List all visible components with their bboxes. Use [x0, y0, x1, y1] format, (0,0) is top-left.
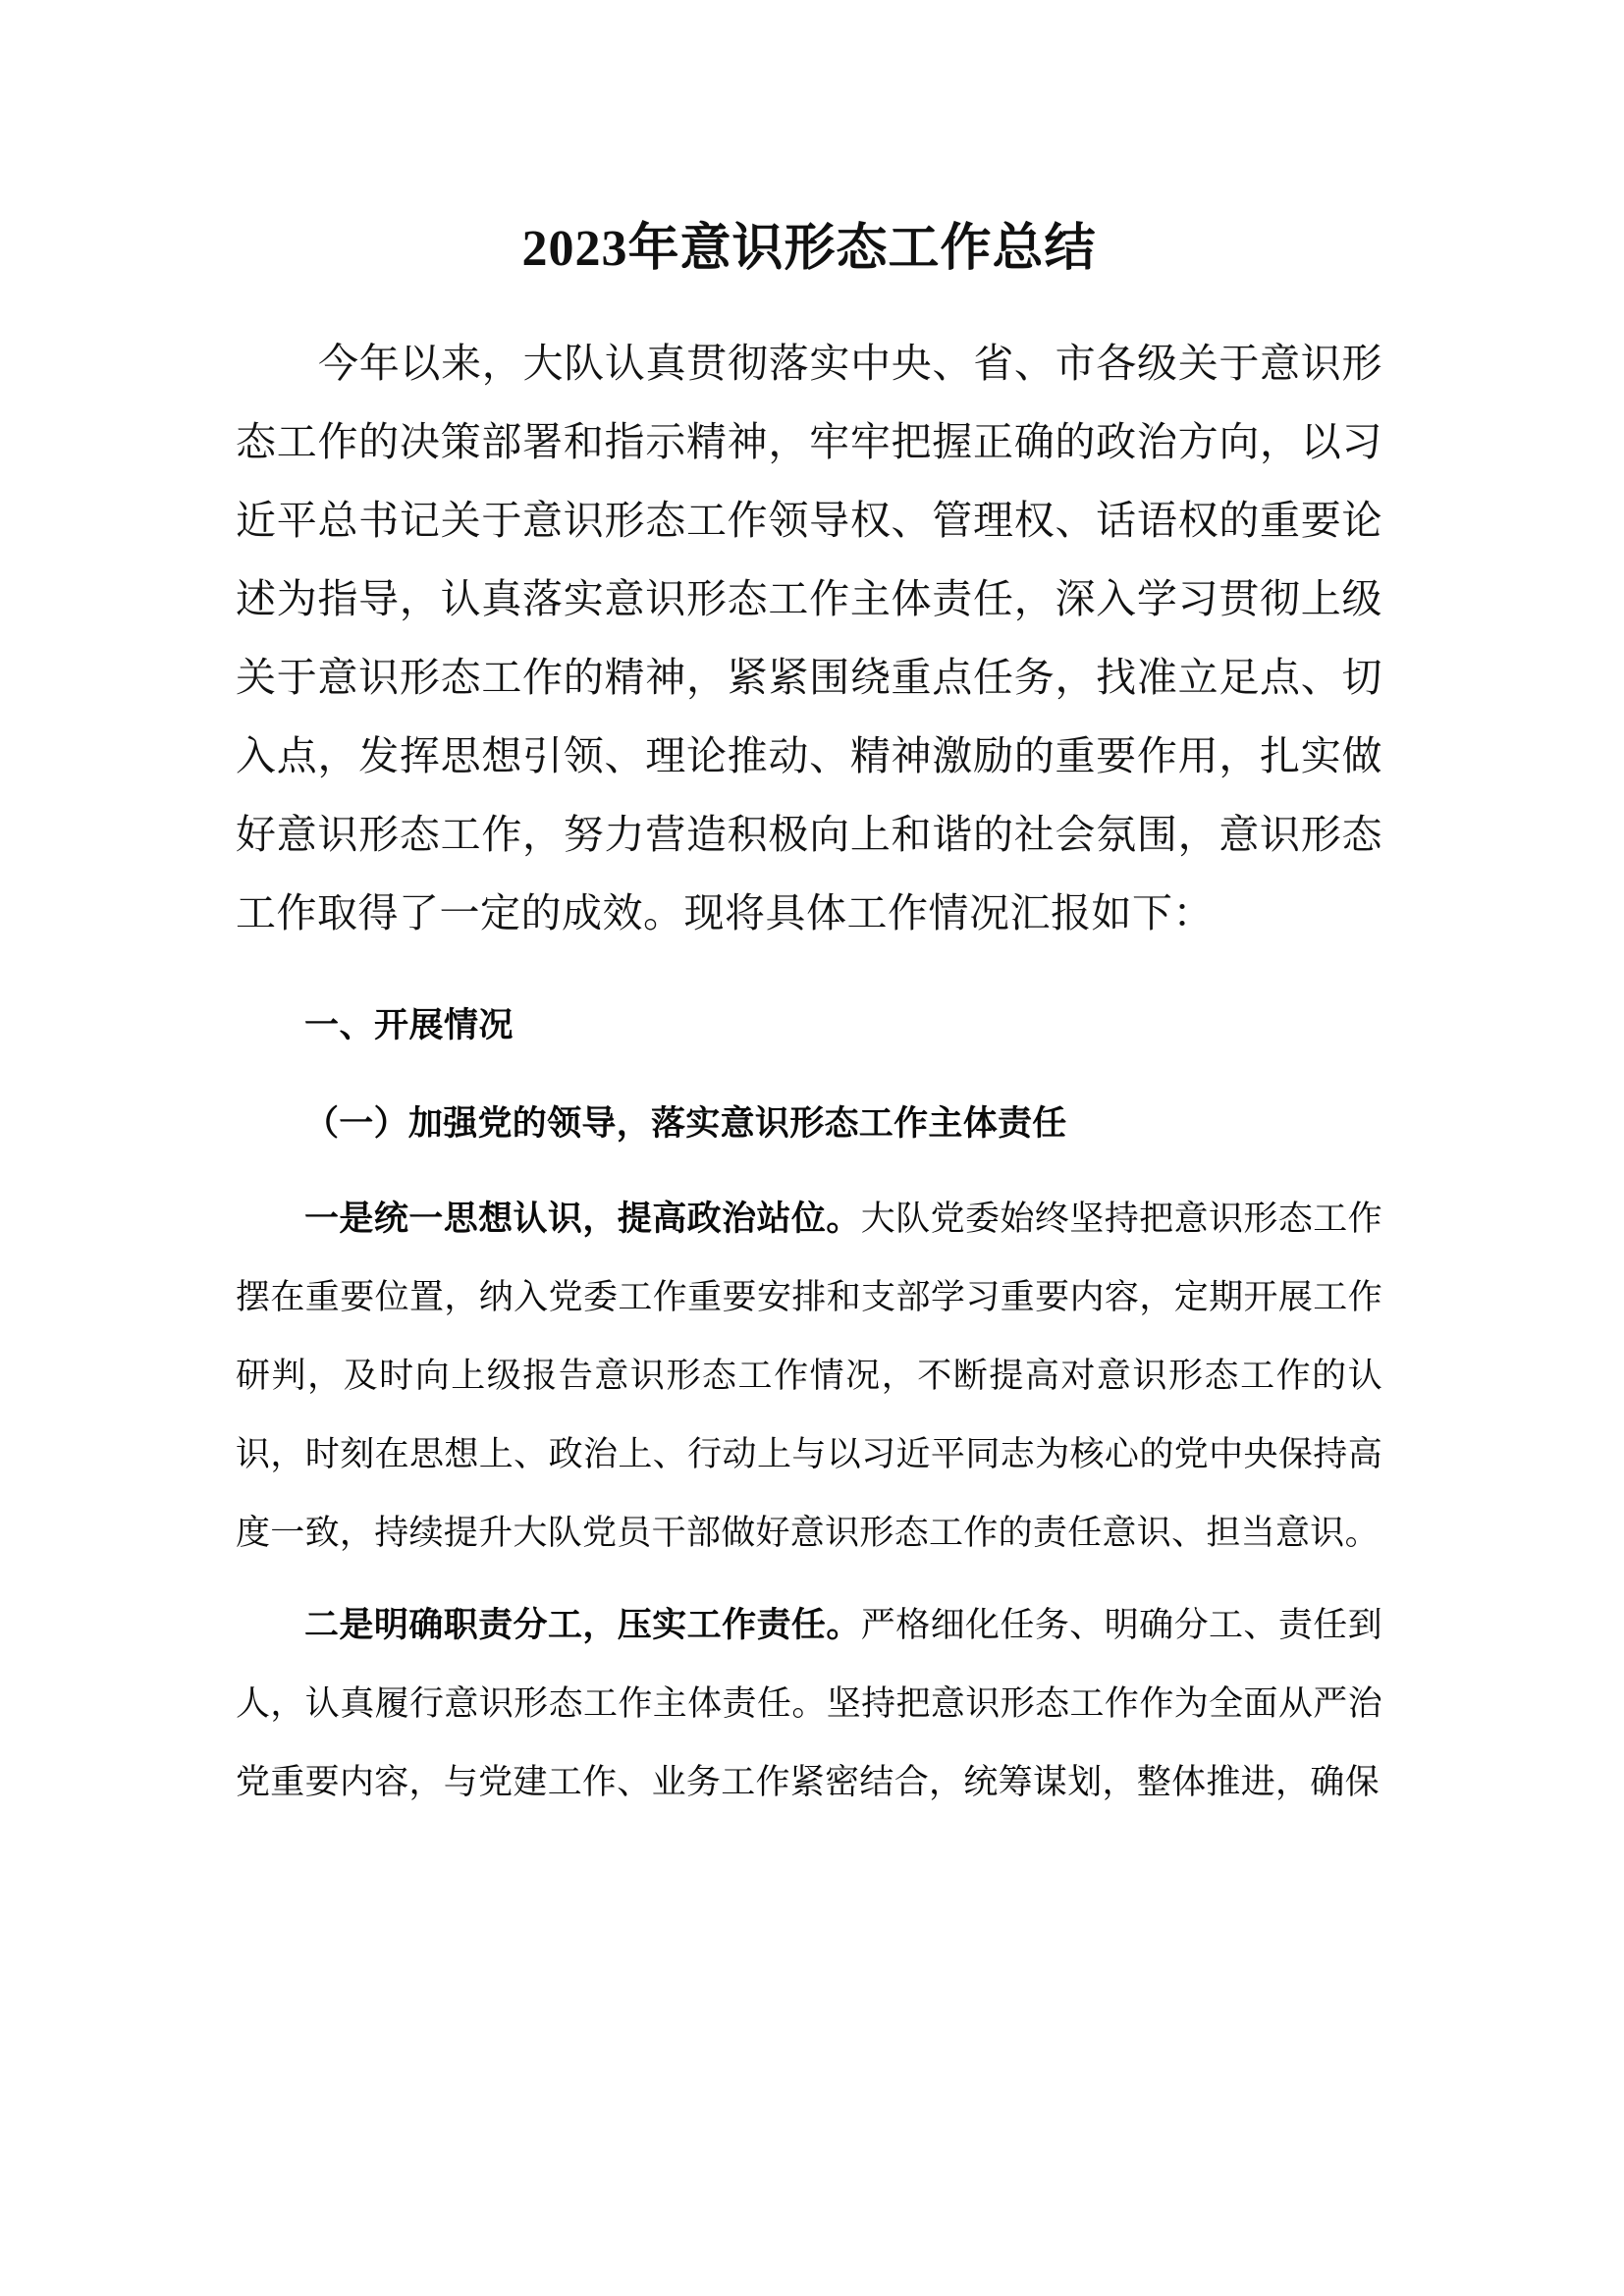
document-content	[236, 0, 1382, 1822]
paragraph-lead-in-2: 二是明确职责分工，压实工作责任。	[304, 1606, 861, 1644]
lead-paragraph: 今年以来，大队认真贯彻落实中央、省、市各级关于意识形态工作的决策部署和指示精神，牢牢把握正确的政治方向，以习近平总书记关于意识形态工作领导权、管理权、话语权的重要论述为指导，认真落实意识形态工作主体责任，深入学习贯彻上级关于意识形态工作的精神，紧紧围绕重点任务，找准立足点、切入点，发挥思想引领、理论推动、精神激励的重要作用，扎实做好意识形态工作，努力营造积极向上和谐的社会氛围，意识形态工作取得了一定的成效。现将具体工作情况汇报如下：	[236, 341, 1382, 935]
body-paragraph-2	[236, 1573, 1382, 1822]
paragraph-lead-in-1: 一是统一思想认识，提高政治站位。	[304, 1200, 861, 1238]
paragraph-body-1: 大队党委始终坚持把意识形态工作摆在重要位置，纳入党委工作重要安排和支部学习重要内容，定期开展工作研判，及时向上级报告意识形态工作情况，不断提高对意识形态工作的认识，时刻在思想上、政治上、行动上与以习近平同志为核心的党中央保持高度一致，持续提升大队党员干部做好意识形态工作的责任意识、担当意识。	[236, 1200, 1382, 1552]
paragraph-body-2: 严格细化任务、明确分工、责任到人，认真履行意识形态工作主体责任。坚持把意识形态工作作为全面从严治党重要内容，与党建工作、业务工作紧密结合，统筹谋划，整体推进，确保	[236, 1606, 1382, 1801]
body-paragraph-1	[236, 1162, 1382, 1573]
subsection-heading-1-1: （一）加强党的领导，落实意识形态工作主体责任	[304, 1104, 1067, 1143]
document-title: 2023年意识形态工作总结	[521, 221, 1097, 277]
section-heading-1: 一、开展情况	[304, 1006, 514, 1044]
